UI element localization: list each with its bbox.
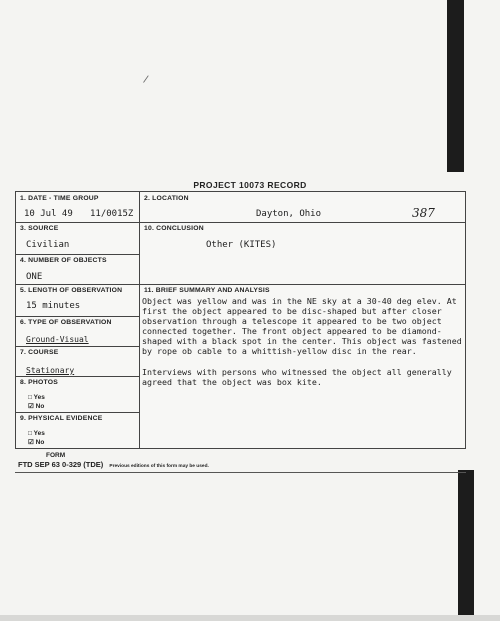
scan-edge-bar-top [447, 0, 464, 172]
date-time-label: 1. DATE - TIME GROUP [20, 195, 99, 202]
location-value: Dayton, Ohio [256, 209, 322, 219]
record-title: PROJECT 10073 RECORD [193, 180, 307, 190]
row-divider-4 [16, 316, 139, 317]
length-of-observation-value: 15 minutes [26, 301, 81, 311]
footer-rule [15, 472, 466, 473]
photos-no-label: No [35, 403, 45, 410]
checkbox-icon: □ [28, 394, 32, 401]
checked-box-icon: ☑ [28, 439, 34, 446]
case-number: 387 [412, 206, 435, 220]
row-divider-2 [16, 254, 139, 255]
row-divider-1 [16, 222, 465, 223]
column-divider [139, 192, 140, 448]
course-label: 7. COURSE [20, 349, 59, 356]
photos-no-option [28, 402, 44, 410]
type-of-observation-label: 6. TYPE OF OBSERVATION [20, 319, 112, 326]
summary-paragraph-1: Object was yellow and was in the NE sky at a 30-40 deg elev. At first the object appeared to be disc-shaped but after closer observation through a telescope it appeared to be two object connected together. The front object appeared to be diamond-shaped with a black spot in the center. This object was fastened by rope ob cable to a whittish-yellow disc in the rear. [142, 296, 462, 356]
summary-text [142, 296, 464, 398]
length-of-observation-label: 5. LENGTH OF OBSERVATION [20, 287, 123, 294]
row-divider-6 [16, 376, 139, 377]
source-value: Civilian [26, 240, 70, 250]
conclusion-value: Other (KITES) [206, 240, 277, 250]
scan-edge-bar-bottom [458, 470, 474, 621]
physical-evidence-no-option [28, 438, 44, 446]
physical-evidence-no-label: No [35, 439, 45, 446]
photos-yes-label: Yes [33, 394, 45, 401]
physical-evidence-yes-label: Yes [33, 430, 45, 437]
pen-mark: / [142, 73, 150, 87]
course-value: Stationary [26, 366, 75, 375]
footer [18, 460, 209, 469]
summary-paragraph-2: Interviews with persons who witnessed the object all generally agreed that the object was box kite. [142, 367, 452, 387]
number-of-objects-label: 4. NUMBER OF OBJECTS [20, 257, 107, 264]
photos-label: 8. PHOTOS [20, 379, 58, 386]
row-divider-3 [16, 284, 465, 285]
type-of-observation-value: Ground-Visual [26, 335, 89, 344]
date-value: 10 Jul 49 [24, 209, 73, 219]
location-label: 2. LOCATION [144, 195, 189, 202]
form-id: FTD SEP 63 0-329 (TDE) [18, 460, 104, 469]
record-form [15, 191, 466, 449]
row-divider-7 [16, 412, 139, 413]
footer-form-label: FORM [46, 452, 66, 459]
physical-evidence-yes-option [28, 430, 45, 437]
source-label: 3. SOURCE [20, 225, 59, 232]
photos-yes-option [28, 394, 45, 401]
time-value: 11/0015Z [90, 209, 134, 219]
checkbox-icon: □ [28, 430, 32, 437]
row-divider-5 [16, 346, 139, 347]
scan-bottom-edge [0, 615, 500, 621]
checked-box-icon: ☑ [28, 403, 34, 410]
conclusion-label: 10. CONCLUSION [144, 225, 204, 232]
physical-evidence-label: 9. PHYSICAL EVIDENCE [20, 415, 103, 422]
form-note: Previous editions of this form may be used. [109, 464, 209, 469]
number-of-objects-value: ONE [26, 272, 43, 282]
summary-label: 11. BRIEF SUMMARY AND ANALYSIS [144, 287, 270, 294]
